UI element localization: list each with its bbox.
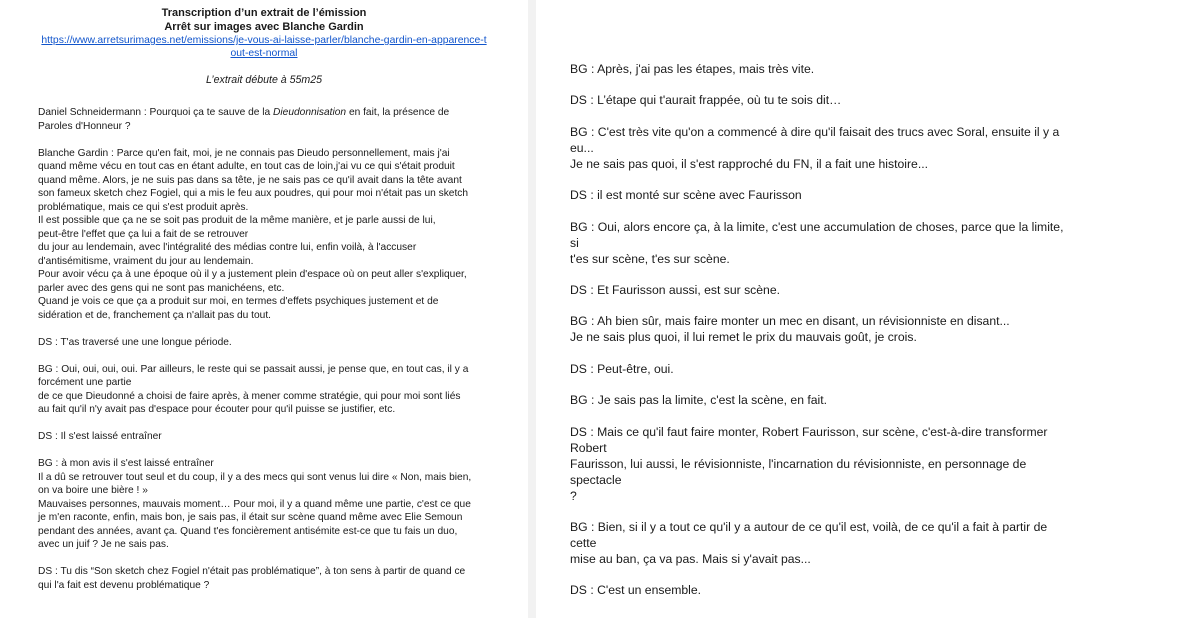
transcript-paragraph xyxy=(570,361,1070,377)
transcript-paragraph xyxy=(570,61,1070,77)
transcript-paragraph xyxy=(38,565,478,592)
transcript-paragraph xyxy=(38,147,478,323)
transcript-line: DS : Mais ce qu'il faut faire monter, Robert Faurisson, sur scène, c'est-à-dire transformer Robert xyxy=(570,424,1048,455)
transcript-line: BG : C'est très vite qu'on a commencé à dire qu'il faisait des trucs avec Soral, ensuite il y a eu... xyxy=(570,124,1060,155)
transcript-line: sidération et de, franchement ça n'allait pas du tout. xyxy=(38,309,272,321)
transcript-paragraph xyxy=(38,457,478,552)
transcript-line: avec un juif ? Je ne sais pas. xyxy=(38,539,169,551)
transcript-line: quand même. Alors, je ne suis pas dans sa tête, je ne sais pas ce qu'il avait dans la tête avant xyxy=(38,174,462,186)
transcript-line: DS : C'est un ensemble. xyxy=(570,583,702,598)
transcript-line: BG : Après, j'ai pas les étapes, mais très vite. xyxy=(570,62,815,76)
transcript-paragraph xyxy=(570,519,1070,567)
document-header xyxy=(0,7,528,60)
transcript-line: DS : Peut-être, oui. xyxy=(570,361,674,376)
transcript-line: Daniel Schneidermann : Pourquoi ça te sauve de la Dieudonnisation en fait, la présence de xyxy=(38,107,450,119)
transcript-line: on va boire une bière ! » xyxy=(38,485,148,497)
transcript-line: Je ne sais pas quoi, il s'est rapproché du FN, il a fait une histoire... xyxy=(570,156,928,171)
transcript-line: son fameux sketch chez Fogiel, qui a mis le feu aux poudres, qui pour moi n'était pas un sketch xyxy=(38,188,469,200)
source-link[interactable]: https://www.arretsurimages.net/emissions/je-vous-ai-laisse-parler/blanche-gardin-en-apparence-tout-est-normal xyxy=(41,35,487,60)
transcript-line: DS : L’étape qui t'aurait frappée, où tu te sois dit… xyxy=(570,93,842,108)
transcript-paragraph xyxy=(570,424,1070,504)
transcript-line: BG : Oui, oui, oui, oui. Par ailleurs, le reste qui se passait aussi, je pense que, en tout cas, il y a xyxy=(38,363,469,375)
transcript-line: je m'en raconte, enfin, mais bon, je sais pas, il était sur scène quand même avec Elie Semoun xyxy=(38,512,463,524)
transcript-line: Il est possible que ça ne se soit pas produit de la même manière, et je parle aussi de lui, xyxy=(38,215,436,227)
transcript-paragraph xyxy=(570,187,1070,203)
transcript-line: DS : Tu dis “Son sketch chez Fogiel n'était pas problématique”, à ton sens à partir de quand ce xyxy=(38,566,466,578)
transcript-line: DS : Et Faurisson aussi, est sur scène. xyxy=(570,282,780,297)
page-gutter xyxy=(528,0,536,618)
transcript-paragraph xyxy=(570,282,1070,298)
transcript-line: Mauvaises personnes, mauvais moment… Pour moi, il y a quand même une partie, c'est ce que xyxy=(38,498,471,510)
transcript-line: BG : Oui, alors encore ça, à la limite, c'est une accumulation de choses, parce que la limite, si xyxy=(570,219,1064,250)
transcript-line: BG : à mon avis il s'est laissé entraîner xyxy=(38,458,214,470)
right-page xyxy=(536,0,1200,618)
transcript-line: Paroles d'Honneur ? xyxy=(38,120,131,132)
transcript-line: Il a dû se retrouver tout seul et du coup, il y a des mecs qui sont venus lui dire « Non, mais bien, xyxy=(38,471,472,483)
transcript-line: Pour avoir vécu ça à une époque où il y a justement plein d'espace où on peut aller s'expliquer, xyxy=(38,269,467,281)
transcript-line: parler avec des gens qui ne sont pas manichéens, etc. xyxy=(38,282,285,294)
transcript-paragraph xyxy=(38,336,478,350)
transcript-paragraph xyxy=(38,430,478,444)
transcript-paragraph xyxy=(570,313,1070,345)
transcript-line: DS : T'as traversé une une longue période. xyxy=(38,336,232,348)
transcript-line: d'antisémitisme, vraiment du jour au lendemain. xyxy=(38,255,254,267)
start-time-note: L’extrait débute à 55m25 xyxy=(205,74,323,87)
transcript-line: mise au ban, ça va pas. Mais si y'avait pas... xyxy=(570,551,811,566)
transcript-left-column xyxy=(38,106,478,592)
transcript-line: pendant des années, avant ça. Quand t'es foncièrement antisémite est-ce que tu fais un duo, xyxy=(38,525,458,537)
transcript-line: DS : il est monté sur scène avec Faurisson xyxy=(570,188,802,203)
transcript-line: BG : Bien, si il y a tout ce qu'il y a autour de ce qu'il est, voilà, de ce qu'il a fait à partir de cette xyxy=(570,519,1048,550)
document-title: Transcription d’un extrait de l’émission xyxy=(161,7,367,19)
transcript-line: Blanche Gardin : Parce qu'en fait, moi, je ne connais pas Dieudo personnellement, mais j'ai xyxy=(38,147,450,159)
transcript-line: ? xyxy=(570,488,577,503)
transcript-paragraph xyxy=(570,582,1070,598)
transcript-line: du jour au lendemain, avec l'intégralité des médias contre lui, enfin voilà, à l'accuser xyxy=(38,242,417,254)
transcript-right-column xyxy=(536,0,1070,598)
transcript-line: de ce que Dieudonné a choisi de faire après, à mener comme stratégie, qui pour moi sont liés xyxy=(38,390,461,402)
left-page xyxy=(0,0,528,618)
transcript-paragraph xyxy=(570,124,1070,172)
transcript-paragraph xyxy=(38,106,478,133)
transcript-line: Faurisson, lui aussi, le révisionniste, l'incarnation du révisionniste, en personnage de spectacle xyxy=(570,456,1027,487)
transcript-line: Je ne sais plus quoi, il lui remet le prix du mauvais goût, je crois. xyxy=(570,330,917,345)
transcript-paragraph xyxy=(570,219,1070,267)
transcript-line: quand même vécu en tout cas en étant adulte, en tout cas de loin,j'ai vu ce qui s'était produit xyxy=(38,161,455,173)
transcript-line: qui l'a fait est devenu problématique ? xyxy=(38,579,210,591)
transcript-line: forcément une partie xyxy=(38,377,132,389)
transcript-paragraph xyxy=(570,92,1070,108)
transcript-line: BG : Ah bien sûr, mais faire monter un mec en disant, un révisionniste en disant... xyxy=(570,314,1010,329)
transcript-line: t'es sur scène, t'es sur scène. xyxy=(570,251,730,266)
transcript-line: peut-être l'effet que ça lui a fait de se retrouver xyxy=(38,228,249,240)
transcript-paragraph xyxy=(38,363,478,417)
transcript-line: problématique, mais ce qui s'est produit après. xyxy=(38,201,249,213)
transcript-line: Quand je vois ce que ça a produit sur moi, en termes d'effets psychiques justement et de xyxy=(38,296,439,308)
transcript-line: DS : Il s'est laissé entraîner xyxy=(38,431,162,443)
document-subtitle: Arrêt sur images avec Blanche Gardin xyxy=(164,20,364,33)
transcript-paragraph xyxy=(570,392,1070,408)
transcript-line: BG : Je sais pas la limite, c'est la scène, en fait. xyxy=(570,393,828,408)
transcript-line: au fait qu'il n'y avait pas d'espace pour écouter pour qu'il puisse se justifier, etc. xyxy=(38,404,396,416)
